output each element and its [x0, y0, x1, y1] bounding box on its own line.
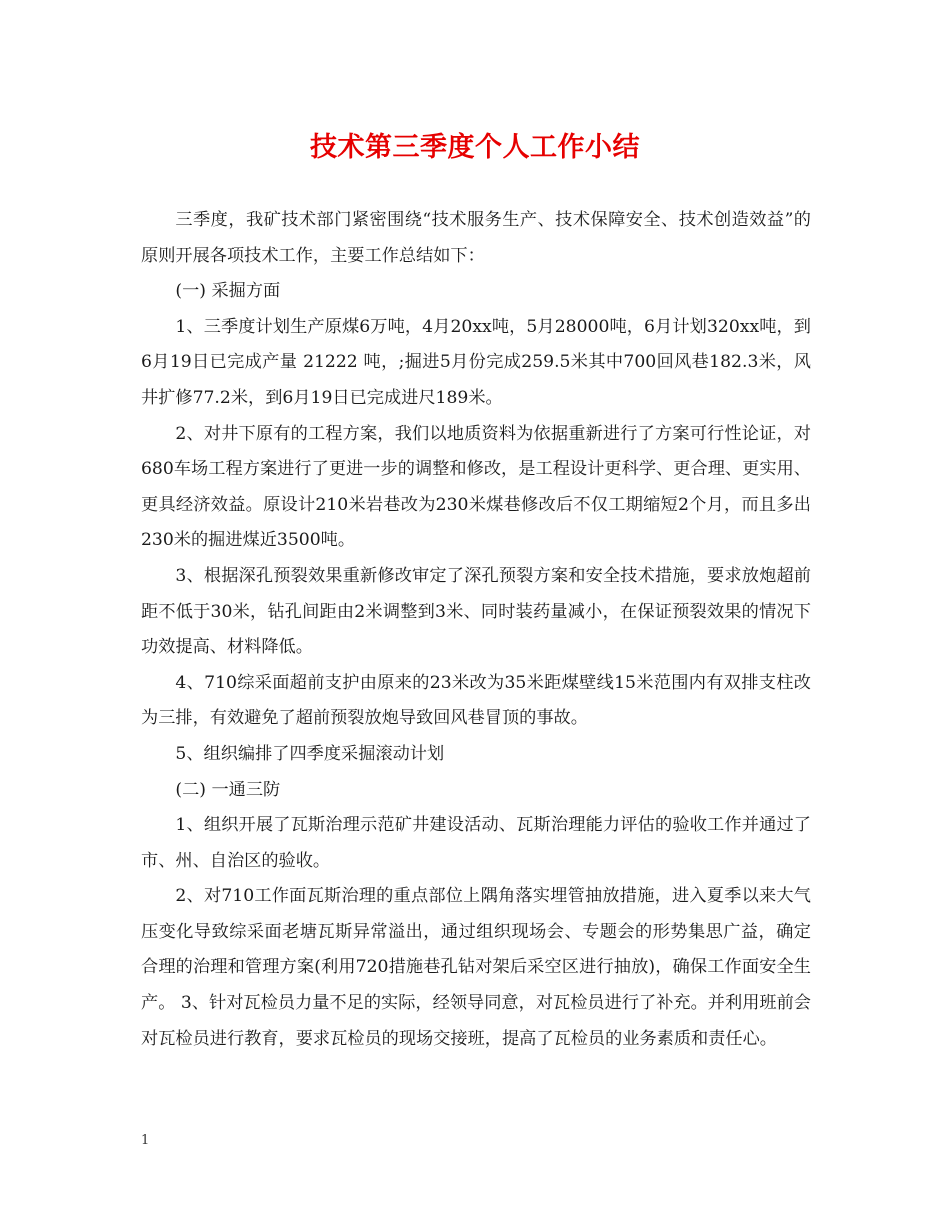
- paragraph-mining-1: 1、三季度计划生产原煤6万吨，4月20xx吨，5月28000吨，6月计划320xx吨，到6月19日已完成产量 21222 吨，;掘进5月份完成259.5米其中700回风巷182.3米，风井扩修77.2米，到6月19日已完成进尺189米。: [141, 316, 811, 408]
- section-heading-mining: (一) 采掘方面: [175, 281, 281, 302]
- paragraph-mining-4: 4、710综采面超前支护由原来的23米改为35米距煤壁线15米范围内有双排支柱改为三排，有效避免了超前预裂放炮导致回风巷冒顶的事故。: [141, 672, 811, 729]
- document-title: 技术第三季度个人工作小结: [310, 132, 640, 163]
- page-number: 1: [141, 1133, 150, 1148]
- section-heading-ventilation: (二) 一通三防: [175, 779, 281, 800]
- paragraph-ventilation-1: 1、组织开展了瓦斯治理示范矿井建设活动、瓦斯治理能力评估的验收工作并通过了市、州、自治区的验收。: [141, 815, 811, 871]
- paragraph-intro: 三季度，我矿技术部门紧密围绕“技术服务生产、技术保障安全、技术创造效益”的原则开展各项技术工作，主要工作总结如下：: [141, 210, 811, 266]
- paragraph-mining-5: 5、组织编排了四季度采掘滚动计划: [175, 743, 445, 764]
- paragraph-mining-2: 2、对井下原有的工程方案，我们以地质资料为依据重新进行了方案可行性论证，对680车场工程方案进行了更进一步的调整和修改，是工程设计更科学、更合理、更实用、更具经济效益。原设计210米岩巷改为230米煤巷修改后不仅工期缩短2个月，而且多出230米的掘进煤近3500吨。: [141, 423, 811, 551]
- paragraph-ventilation-2: 2、对710工作面瓦斯治理的重点部位上隅角落实埋管抽放措施，进入夏季以来大气压变化导致综采面老塘瓦斯异常溢出，通过组织现场会、专题会的形势集思广益，确定合理的治理和管理方案(利用720措施巷孔钻对架后采空区进行抽放)，确保工作面安全生产。 3、针对瓦检员力量不足的实际，经领导同意，对瓦检员进行了补充。并利用班前会对瓦检员进行教育，要求瓦检员的现场交接班，提高了瓦检员的业务素质和责任心。: [141, 886, 811, 1049]
- document-body: [141, 203, 811, 1057]
- paragraph-mining-3: 3、根据深孔预裂效果重新修改审定了深孔预裂方案和安全技术措施，要求放炮超前距不低于30米，钻孔间距由2米调整到3米、同时装药量减小，在保证预裂效果的情况下功效提高、材料降低。: [141, 565, 811, 658]
